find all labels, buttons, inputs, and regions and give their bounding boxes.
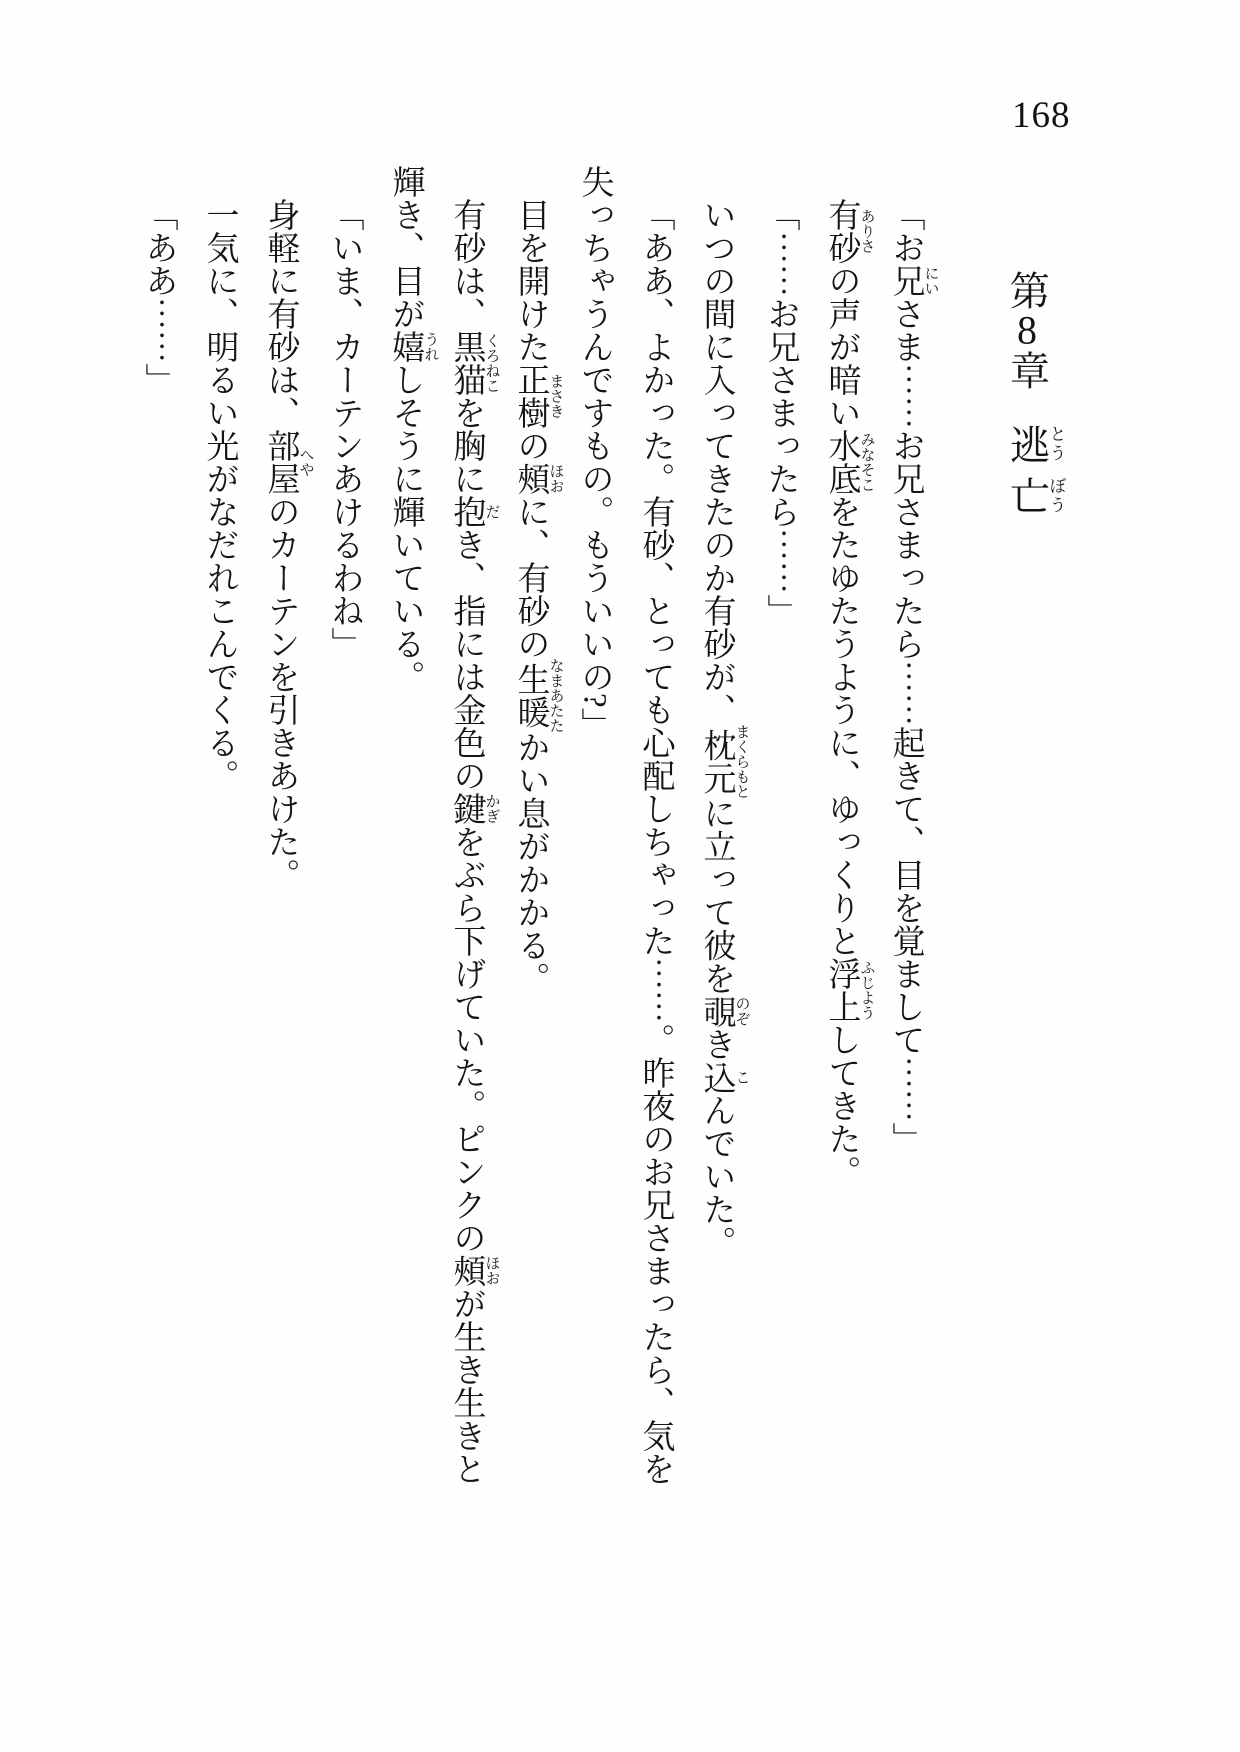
paragraph-2: 有砂 ありさの声が暗い水底 みなそこをたゆたうように、ゆっくりと浮上 ふじようしてきた。 (823, 198, 875, 1188)
paragraph-9: 身軽に有砂は、部屋 へやのカーテンを引きあけた。 (262, 198, 314, 891)
page-number: 168 (1012, 95, 1071, 136)
paragraph-6: 目を開けた正樹 まさきの頰 ほおに、有砂の生暖 なまあたたかい息がかかる。 (512, 198, 564, 995)
paragraph-4: いつの間に入ってきたのか有砂が、枕元 まくらもとに立って彼を覗 のぞき込 こんでいた。 (698, 198, 750, 1259)
paragraph-dialogue-8: 「いま、カーテンあけるわね」 (326, 198, 363, 660)
paragraph-dialogue-5: 「ああ、よかった。有砂、とっても心配しちゃった︙︙。昨夜のお兄さまったら、気を失っちゃうんですもの。もういいの?」 (576, 165, 674, 1485)
paragraph-7: 有砂は、黒猫 くろねこを胸に抱 だき、指には金色の鍵 かぎをぶら下げていた。ピンクの頰 ほおが生き生きと輝き、目が嬉 うれしそうに輝いている。 (387, 165, 500, 1485)
paragraph-10: 一気に、明るい光がなだれこんでくる。 (201, 198, 238, 792)
body-text (128, 165, 939, 1495)
paragraph-dialogue-1: 「お兄 にいさま︙︙お兄さまったら︙︙起きて、目を覚まして︙︙」 (887, 198, 939, 1155)
chapter-heading: 第8章逃とう亡ぼう (1004, 270, 1066, 516)
text-area (140, 165, 1065, 1495)
paragraph-dialogue-11: 「ああ︙︙」 (140, 198, 177, 396)
paragraph-dialogue-3: 「︙︙お兄さまったら︙︙」 (762, 198, 799, 627)
